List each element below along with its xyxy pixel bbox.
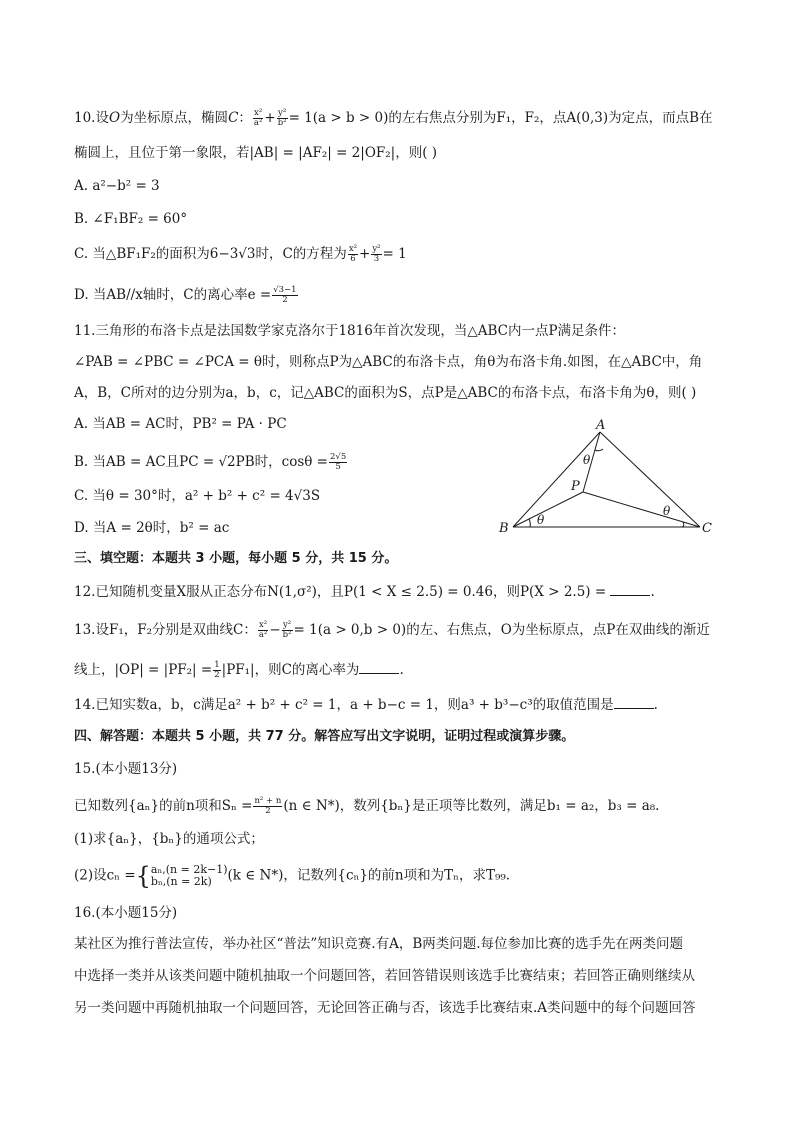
point-label-p: P — [571, 479, 580, 494]
section-4-heading: 四、解答题：本题共 5 小题，共 77 分。解答应写出文字说明，证明过程或演算步骤。 — [74, 729, 575, 744]
angle-arc-b — [529, 519, 530, 527]
q10-line2: 椭圆上，且位于第一象限，若|AB| = |AF₂| = 2|OF₂|，则( ) — [74, 145, 438, 161]
theta-label-b: θ — [537, 513, 545, 527]
q15-part2: (2)设cₙ ={ aₙ,(n = 2k−1) bₙ,(n = 2k) (k ∈ N*)，记数列{cₙ}的前n项和为Tₙ，求T₉₉. — [74, 862, 511, 890]
q11-line3: A，B，C所对的边分别为a，b，c，记△ABC的面积为S，点P是△ABC的布洛卡点，布洛卡角为θ，则( ) — [74, 385, 697, 401]
q11-line2: ∠PAB = ∠PBC = ∠PCA = θ时，则称点P为△ABC的布洛卡点，角θ为布洛卡角.如图，在△ABC中，角 — [74, 354, 703, 370]
segment-pc — [583, 492, 700, 527]
angle-arc-a — [595, 449, 603, 451]
q10-frac-x: $\frac{\text{x²}}{\text{a²}}$ — [253, 108, 263, 128]
q10-option-b: B. ∠F₁BF₂ = 60° — [74, 211, 188, 227]
q15-line1: 已知数列{aₙ}的前n项和Sₙ = $\frac{\text{n² + n}}{2}$ (n ∈ N*)，数列{bₙ}是正项等比数列，满足b₁ = a₂，b₃ = a₈. — [74, 796, 660, 816]
vertex-label-b: B — [499, 521, 509, 536]
edge-ac — [600, 432, 700, 527]
q13-line2: 线上，|OP| = |PF₂| = $\frac{1}{2}$ |PF₁|，则C的离心率为 . — [74, 660, 404, 680]
q15-heading: 15.(本小题13分) — [74, 761, 178, 777]
q12-line: 12.已知随机变量X服从正态分布N(1,σ²)，且P(1 < X ≤ 2.5) = 0.46，则P(X > 2.5) = . — [74, 584, 655, 600]
segment-pb — [513, 492, 583, 527]
q10-option-a: A. a²−b² = 3 — [74, 178, 160, 194]
q10-line1: 10.设O为坐标原点，椭圆C： $\frac{\text{x²}}{\text{a²}}$ + $\frac{\text{y²}}{\text{b²}}$ = 1(a > b > 0)的左右焦点分别为F₁，F₂，点A(0,3)为定点，而点B在 — [74, 108, 713, 128]
q11-option-a: A. 当AB = AC时，PB² = PA · PC — [74, 416, 287, 432]
q13-line1: 13.设F₁，F₂分别是双曲线C： $\frac{\text{x²}}{\text{a²}}$ − $\frac{\text{y²}}{\text{b²}}$ = 1(a > 0,b > 0)的左、右焦点，O为坐标原点，点P在双曲线的渐近 — [74, 620, 710, 640]
angle-arc-c — [682, 522, 684, 527]
q14-line: 14.已知实数a，b，c满足a² + b² + c² = 1，a + b−c = 1，则a³ + b³−c³的取值范围是 . — [74, 697, 658, 713]
vertex-label-a: A — [596, 418, 606, 433]
q15-part1: (1)求{aₙ}，{bₙ}的通项公式； — [74, 831, 264, 847]
brocard-triangle-figure — [495, 418, 725, 536]
q16-line3: 另一类问题中再随机抽取一个问题回答，无论回答正确与否，该选手比赛结束.A类问题中的每个问题回答 — [74, 1000, 696, 1016]
q10-option-c: C. 当△BF₁F₂的面积为6−3√3时，C的方程为 $\frac{\text{x²}}{6}$ + $\frac{\text{y²}}{3}$ = 1 — [74, 244, 407, 264]
vertex-label-c: C — [702, 521, 712, 536]
theta-label-a: θ — [583, 453, 591, 467]
q10-option-d: D. 当AB//x轴时，C的离心率e = $\frac{√3-1}{2}$ — [74, 285, 297, 305]
q16-line1: 某社区为推行普法宣传，举办社区“普法”知识竞赛.有A，B两类问题.每位参加比赛的选手先在两类问题 — [74, 936, 684, 952]
theta-label-c: θ — [663, 504, 671, 518]
q10-frac-y: $\frac{\text{y²}}{\text{b²}}$ — [277, 108, 287, 128]
answer-blank — [610, 594, 650, 596]
q11-line1: 11.三角形的布洛卡点是法国数学家克洛尔于1816年首次发现，当△ABC内一点P满足条件： — [74, 323, 626, 339]
section-3-heading: 三、填空题：本题共 3 小题，每小题 5 分，共 15 分。 — [74, 551, 398, 566]
q11-option-b: B. 当AB = AC且PC = √2PB时，cosθ = $\frac{2√5}{5}$ — [74, 452, 347, 472]
answer-blank — [614, 707, 654, 709]
q11-option-c: C. 当θ = 30°时，a² + b² + c² = 4√3S — [74, 488, 321, 504]
q11-option-d: D. 当A = 2θ时，b² = ac — [74, 520, 230, 536]
q16-heading: 16.(本小题15分) — [74, 905, 178, 921]
answer-blank — [359, 672, 399, 674]
q16-line2: 中选择一类并从该类问题中随机抽取一个问题回答，若回答错误则该选手比赛结束；若回答正确则继续从 — [74, 968, 695, 984]
